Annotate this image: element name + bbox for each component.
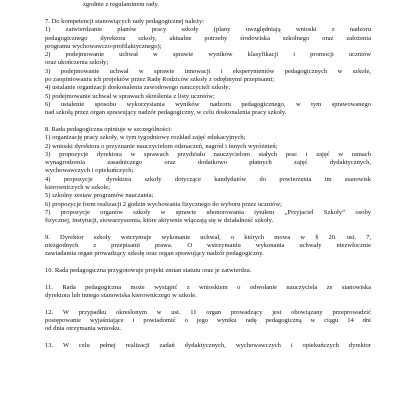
list-item: nad szkołą przez organ sprawujący nadzór pedagogiczny, w celu doskonalenia pracy szkoły.	[45, 109, 287, 117]
list-item: 2) wnioski dyrektora o przyznanie nauczycielom odznaczeń, nagród i innych wyróżnień;	[45, 142, 278, 150]
section-12-line: od dnia otrzymania wniosku.	[45, 325, 122, 333]
list-item: fizycznej, instytucji, stowarzyszenia, które aktywnie włączają się w działalność szkoły.	[45, 217, 274, 225]
section-9-line: zawiadamia organ prowadzący szkołę oraz organ sprawujący nadzór pedagogiczny.	[45, 250, 264, 258]
section-10-line: 10. Rada pedagogiczna przygotowuje projekt zmian statutu oraz je zatwierdza.	[45, 267, 252, 275]
section-7-heading: 7. Do kompetencji stanowiących rady pedagogicznej należy:	[45, 17, 205, 25]
list-item: 1) organizację pracy szkoły, w tym tygodniowy rozkład zajęć edukacyjnych;	[45, 134, 246, 142]
section-8-heading: 8. Rada pedagogiczna opiniuje w szczególności:	[45, 125, 172, 133]
list-item: oraz ukończenia szkoły;	[45, 59, 109, 67]
section-12-line: 12. W przypadku określonym w ust. 11 organ prowadzący jest obowiązany przeprowadzić	[45, 308, 371, 316]
list-item: 2) podejmowanie uchwał w sprawie wyników klasyfikacji i promocji uczniów	[45, 51, 371, 59]
section-13-line: 13. W celu pełnej realizacji zadań dydaktycznych, wychowawczych i opiekuńczych dyrektor	[45, 342, 371, 350]
list-item: 1) zatwierdzanie planów pracy szkoły (plany uwzględniają wnioski z nadzoru	[45, 26, 371, 34]
list-item: 6) propozycje form realizacji 2 godzin wychowania fizycznego do wyboru przez uczniów;	[45, 200, 282, 208]
section-11-line: 11. Rada pedagogiczna może wystąpić z wnioskiem o odwołanie nauczyciela ze stanowiska	[45, 283, 371, 291]
list-item: 3) podejmowanie uchwał w sprawie innowacji i eksperymentów pedagogicznych w szkole,	[45, 67, 371, 75]
paragraph-line: zgodnie z regulaminem rady.	[83, 1, 159, 9]
section-11-line: dyrektora lub innego stanowiska kierowniczego w szkole.	[45, 292, 197, 300]
list-item: wynagrodzenia zasadniczego oraz dodatkowo płatnych zajęć dydaktycznych,	[45, 159, 371, 167]
list-item: 4) propozycje dyrektora szkoły dotyczące kandydatów do powierzenia im stanowisk	[45, 175, 371, 183]
list-item: kierowniczych w szkole;	[45, 184, 111, 192]
list-item: programu wychowawczo-profilaktycznego);	[45, 42, 162, 50]
list-item: 7) propozycje organów szkoły w sprawie uhonorowania tytułem „Przyjaciel Szkoły” osoby	[45, 208, 371, 216]
list-item: 5) podejmowanie uchwał w sprawach skreślenia z listy uczniów;	[45, 92, 215, 100]
section-9-line: niezgodnych z przepisami prawa. O wstrzymaniu wykonania uchwały niezwłocznie	[45, 242, 371, 250]
list-item: 5) szkolny zestaw programów nauczania;	[45, 192, 154, 200]
list-item: 4) ustalanie organizacji doskonalenia zawodowego nauczycieli szkoły;	[45, 84, 231, 92]
list-item: pedagogicznego dyrektora szkoły, aktualne potrzeby środowiska szkolnego oraz założenia	[45, 34, 371, 42]
list-item: 6) ustalenie sposobu wykorzystania wyników nadzoru pedagogicznego, w tym sprawowanego	[45, 100, 371, 108]
list-item: po zaopiniowaniu ich projektów przez Radę Rodziców szkoły z odrębnymi przepisami;	[45, 76, 275, 84]
section-9-line: 9. Dyrektor szkoły wstrzymuje wykonanie uchwał, o których mowa w § 20. ust. 7,	[45, 233, 371, 241]
list-item: wychowawczych i opiekuńczych;	[45, 167, 134, 175]
section-12-line: postępowanie wyjaśniające i powiadomić o jego wyniku radę pedagogiczną w ciągu 14 dni	[45, 317, 371, 325]
list-item: 3) propozycje dyrektora w sprawach przydziału nauczycielom stałych prac i zajęć w ramach	[45, 150, 371, 158]
